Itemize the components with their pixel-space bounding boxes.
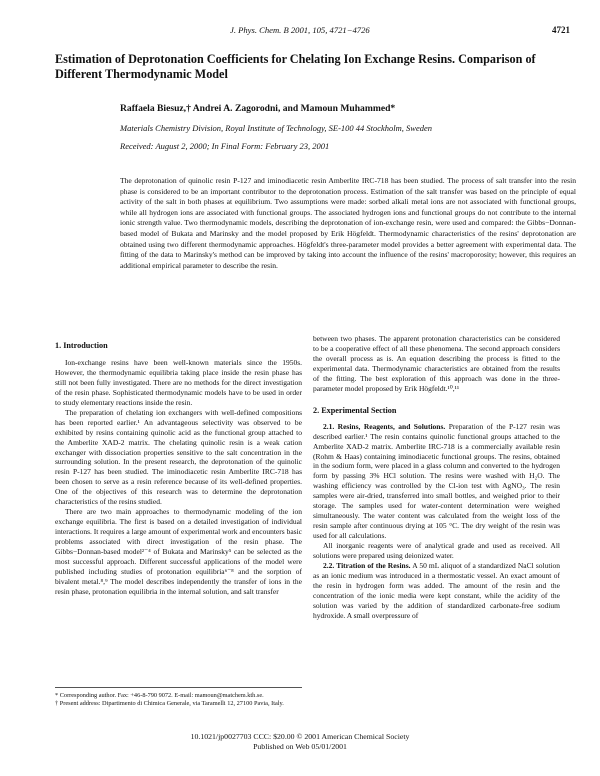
page-number: 4721 [552,25,570,35]
running-head [230,25,570,35]
footnote-corresponding-author: * Corresponding author. Fax: +46-8-790 9072. E-mail: mamoun@matchem.kth.se. [55,692,264,699]
subsection-resins-reagents [313,422,560,541]
article-title: Estimation of Deprotonation Coefficients for Chelating Ion Exchange Resins. Comparison of Different Thermodynamic Model [55,52,536,81]
subsection-heading-resins: 2.1. Resins, Reagents, and Solutions. [323,421,446,431]
subsection-text-titration: A 50 mL aliquot of a standardized NaCl solution as an ionic medium was introduced in a thermostatic vessel. An exact amount of the resin in hydrogen form was added. The amount of the resin and the concentration of the ionic media were kept constant, while the acidity of the solution was varied by the addition of standardized carbonate-free sodium hydroxide. A small overpressure of [313,561,560,620]
received-dates: Received: August 2, 2000; In Final Form: February 23, 2001 [120,141,330,151]
author-list: Raffaela Biesuz,† Andrei A. Zagorodni, and Mamoun Muhammed* [120,103,396,114]
footnote-present-address: † Present address: Dipartimento di Chimica Generale, via Taramelli 12, 27100 Pavia, Italy. [55,700,284,708]
doi-copyright-line: 10.1021/jp0027703 CCC: $20.00 © 2001 American Chemical Society [190,732,410,741]
intro-paragraph: The preparation of chelating ion exchangers with well-defined compositions has been reported earlier.¹ An advantageous selectivity was observed to be exhibited by resins containing quinolic acid as the functional group attached to the Amberlite XAD-2 matrix. The chelating quinolic resin is a weak cation exchanger with dissociation properties sensitive to the salt concentration in the surrounding solution. In the present research, the deprotonation of the quinolic resin P-127 has been studied. The iminodiacetic resin Amberlite IRC-718 has been chosen to serve as a resin reference because of its well-defined properties. One of the objectives of this research was to determine the deprotonation characteristics of the resins studied. [55,407,302,507]
section-heading-introduction: 1. Introduction [55,341,108,350]
reagents-paragraph: All inorganic reagents were of analytical grade and used as received. All solutions were prepared using deionized water. [313,541,560,561]
subsection-text-resins: Preparation of the P-127 resin was described earlier.¹ The resin contains quinolic functional groups attached to the Amberlite XAD-2 matrix. Amberlite IRC-718 is a commercially available resin (Rohm & Haas) containing iminodiacetic functional groups. The resins, obtained in the sodium form, were placed in a glass column and converted to the hydrogen form by passing 3% HCl solution. The resins were washed with H₂O. The washing efficiency was controlled by the Cl-ion test with AgNO₃. The resin samples were air-dried, transferred into small bottles, and weighed prior to their storage. The samples used for water-content determination were weighed simultaneously. The water content was calculated from the weight loss of the resin sample after continuous drying at 105 °C. The dry weight of the resin was used for all calculations. [313,421,560,541]
right-column [313,334,560,621]
journal-citation: J. Phys. Chem. B 2001, 105, 4721−4726 [230,25,370,35]
publication-date: Published on Web 05/01/2001 [253,742,347,751]
intro-paragraph: There are two main approaches to thermodynamic modeling of the ion exchange equilibria. The first is based on a detailed investigation of individual interactions. It requires a large amount of experimental work and encounters basic problems associated with direct investigation of the resin phase. The Gibbs−Donnan-based model²⁻⁴ of Bukata and Marinsky⁵ can be selected as the most successful approach. Different successful applications of the model were published including studies of protonation equilibria⁶⁻⁸ and the sorption of bivalent metal.⁸,⁹ The model describes independently the transfer of ions in the resin phase, protonation equilibria in the internal solution, and salt transfer [55,507,302,596]
subsection-heading-titration: 2.2. Titration of the Resins. [323,561,411,571]
footnotes [55,687,302,709]
page-footer [140,732,460,752]
section-heading-experimental: 2. Experimental Section [313,405,397,415]
subsection-titration [313,561,560,621]
abstract: The deprotonation of quinolic resin P-127 and iminodiacetic resin Amberlite IRC-718 has been studied. The process of salt transfer into the resin phase is considered to be an important contributor to the deprotonation process. Estimation of the salt transfer was based on the principle of equal activity of the salt in both phases at equilibrium. Two assumptions were made: sorbed alkali metal ions are not associated with functional groups, while all hydrogen ions are associated with functional groups. The associated hydrogen ions and functional groups do not contribute to the internal ionic strength value. Two thermodynamic models, describing the deprotonation of ion-exchange resin, were used and compared: the Gibbs−Donnan-based model of Bukata and Marinsky and the model proposed by Erik Högfeldt. Thermodynamic characteristics of the resins' deprotonation are obtained using two different thermodynamic approaches. Högfeldt's three-parameter model provides a better agreement with experimental data. The fitting of the data to Marinsky's method can be improved by taking into account the influence of the resins' macroporosity; however, this requires an additional empirical parameter to describe the resin. [120,176,576,270]
intro-paragraph-continued: between two phases. The apparent protonation characteristics can be considered to be a cooperative effect of all these phenomena. The second approach considers the overall process as is. An equation describing the process is fitted to the experimental data. Thermodynamic characteristics are obtained from the results of the fitting. The best exploration of this approach was done in the three-parameter model proposed by Erik Högfeldt.¹⁰,¹¹ [313,334,560,393]
intro-paragraph: Ion-exchange resins have been well-known materials since the 1950s. However, the thermodynamic equilibria taking place inside the resin phase has still not been fully investigated. There are no methods for the direct investigation of the resin phase. Sophisticated thermodynamic models have to be used in order to study elementary reactions inside the resin. [55,357,302,407]
left-column [55,334,302,597]
affiliation: Materials Chemistry Division, Royal Institute of Technology, SE-100 44 Stockholm, Sweden [120,123,433,133]
